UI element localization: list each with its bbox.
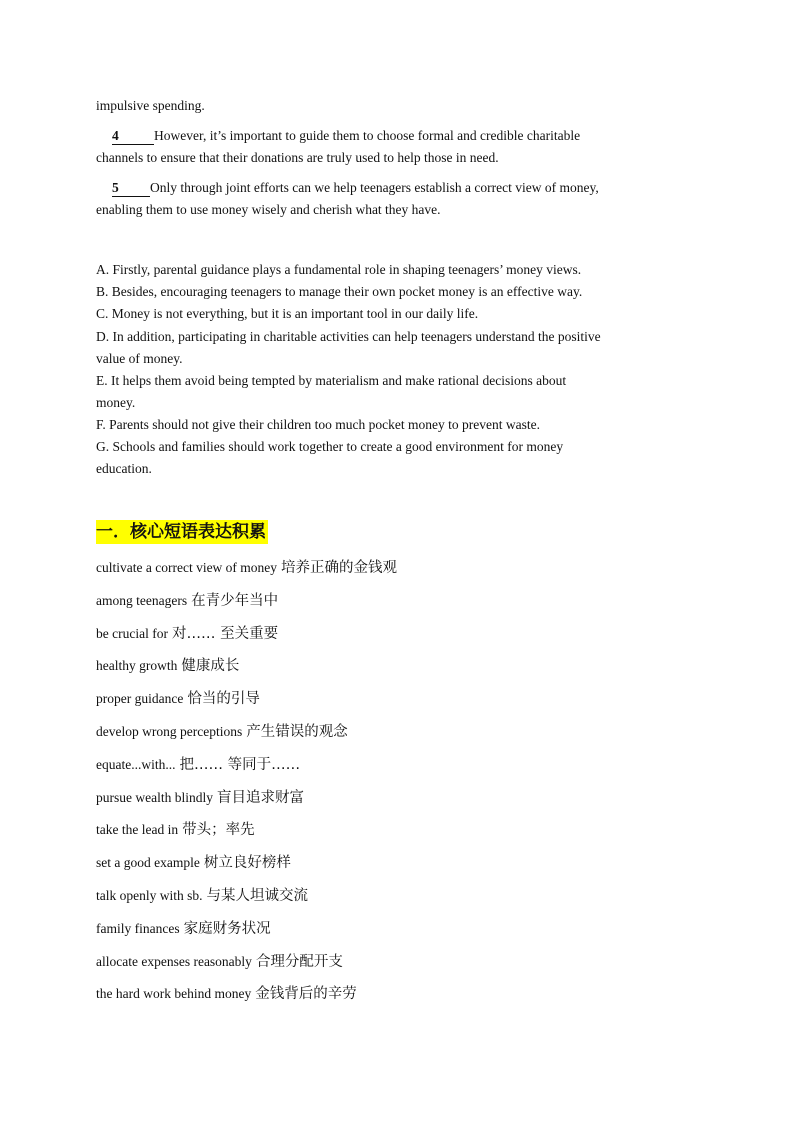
phrase-item xyxy=(96,886,308,906)
blank-number-4: 4 xyxy=(112,128,154,145)
phrase-english: the hard work behind money xyxy=(96,986,252,1002)
passage-item-5-line1: Only through joint efforts can we help teenagers establish a correct view of money, xyxy=(150,180,599,195)
phrase-english: healthy growth xyxy=(96,658,178,674)
blank-number-5: 5 xyxy=(112,180,150,197)
section-heading: 一．核心短语表达积累 xyxy=(96,522,266,542)
option-e: E. It helps them avoid being tempted by materialism and make rational decisions about xyxy=(96,373,567,388)
option-g: G. Schools and families should work together to create a good environment for money xyxy=(96,439,564,454)
phrase-chinese: 家庭财务状况 xyxy=(183,920,271,937)
phrase-item xyxy=(96,624,278,644)
option-f: F. Parents should not give their children too much pocket money to prevent waste. xyxy=(96,417,540,432)
phrase-chinese: 对…… 至关重要 xyxy=(171,625,279,642)
phrase-item xyxy=(96,788,304,808)
passage-item-5 xyxy=(112,179,599,197)
phrase-english: among teenagers xyxy=(96,592,188,608)
phrase-chinese: 合理分配开支 xyxy=(255,953,343,970)
passage-item-4-line1: However, it’s important to guide them to choose formal and credible charitable xyxy=(154,128,581,143)
option-d-cont: value of money. xyxy=(96,351,183,366)
phrase-chinese: 盲目追求财富 xyxy=(216,789,304,806)
phrase-english: equate...with... xyxy=(96,756,176,772)
phrase-chinese: 恰当的引导 xyxy=(187,691,260,708)
phrase-chinese: 在青少年当中 xyxy=(191,592,279,609)
phrase-chinese: 树立良好榜样 xyxy=(203,855,291,872)
phrase-item xyxy=(96,591,278,611)
phrase-english: talk openly with sb. xyxy=(96,888,203,903)
phrase-chinese: 带头；率先 xyxy=(182,822,255,839)
option-a: A. Firstly, parental guidance plays a fundamental role in shaping teenagers’ money views. xyxy=(96,262,582,277)
passage-item-5-line2: enabling them to use money wisely and cherish what they have. xyxy=(96,202,441,217)
option-b: B. Besides, encouraging teenagers to manage their own pocket money is an effective way. xyxy=(96,284,583,299)
passage-item-4-line2: channels to ensure that their donations are truly used to help those in need. xyxy=(96,150,499,165)
phrase-chinese: 把…… 等同于…… xyxy=(179,756,301,773)
phrase-item xyxy=(96,722,348,742)
phrase-item xyxy=(96,558,397,578)
phrase-chinese: 健康成长 xyxy=(181,658,240,675)
phrase-item xyxy=(96,820,255,840)
phrase-item xyxy=(96,919,271,939)
option-e-cont: money. xyxy=(96,395,136,410)
option-d: D. In addition, participating in charitable activities can help teenagers understand the positive xyxy=(96,329,601,344)
phrase-english: be crucial for xyxy=(96,625,168,641)
phrase-item xyxy=(96,853,291,873)
option-g-cont: education. xyxy=(96,461,152,476)
phrase-english: proper guidance xyxy=(96,691,184,707)
phrase-english: set a good example xyxy=(96,855,200,871)
phrase-item xyxy=(96,952,343,972)
phrase-english: pursue wealth blindly xyxy=(96,789,213,805)
phrase-english: develop wrong perceptions xyxy=(96,724,243,739)
phrase-english: cultivate a correct view of money xyxy=(96,560,278,575)
phrase-chinese: 与某人坦诚交流 xyxy=(206,888,308,904)
phrase-english: allocate expenses reasonably xyxy=(96,953,252,969)
phrase-english: take the lead in xyxy=(96,822,179,838)
phrase-item xyxy=(96,656,239,676)
phrase-item xyxy=(96,755,300,775)
phrase-english: family finances xyxy=(96,920,180,936)
passage-text-line: impulsive spending. xyxy=(96,98,205,113)
phrase-item xyxy=(96,984,357,1004)
phrase-chinese: 产生错误的观念 xyxy=(246,724,348,740)
option-c: C. Money is not everything, but it is an important tool in our daily life. xyxy=(96,306,479,321)
phrase-chinese: 金钱背后的辛劳 xyxy=(255,986,357,1003)
passage-item-4 xyxy=(112,127,580,145)
phrase-item xyxy=(96,689,260,709)
phrase-chinese: 培养正确的金钱观 xyxy=(281,560,398,576)
